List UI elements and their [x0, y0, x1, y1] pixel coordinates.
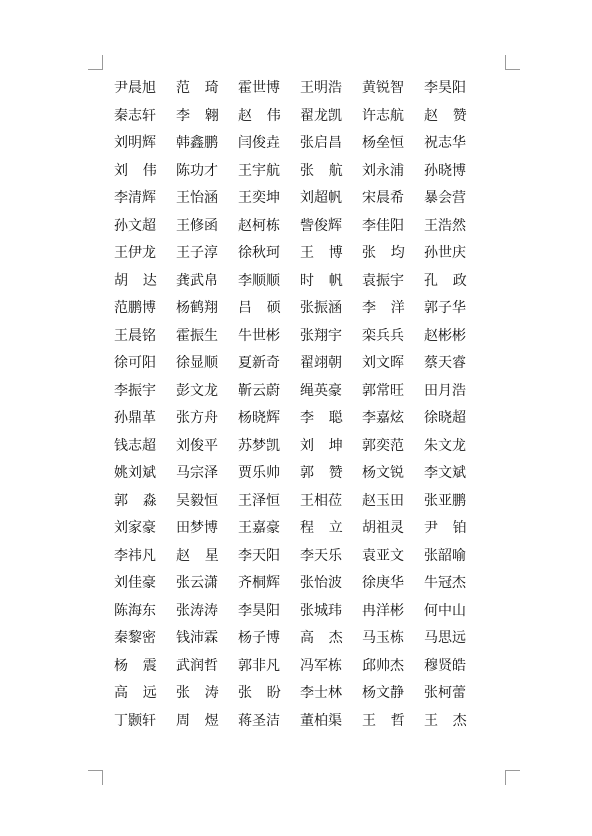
name-cell: 秦志轩: [114, 107, 156, 124]
name-cell: 郭非凡: [238, 657, 280, 674]
name-cell: 张柯蕾: [424, 685, 466, 701]
name-cell: 时帆: [300, 272, 358, 289]
name-cell: 程立: [300, 520, 358, 536]
name-cell: 张亚鹏: [424, 492, 466, 509]
name-cell: 张韶喻: [424, 547, 466, 564]
name-cell: 杨子博: [238, 630, 280, 646]
crop-mark-top-left: [88, 55, 103, 70]
name-cell: 牛冠杰: [424, 575, 466, 591]
name-cell: 范鹏博: [114, 300, 156, 316]
name-cell: 赵彬彬: [424, 327, 466, 344]
name-cell: 李振宇: [114, 382, 156, 399]
name-cell: 徐晓超: [424, 410, 466, 426]
name-cell: 田月浩: [424, 382, 466, 399]
name-cell: 赵玉田: [362, 492, 404, 509]
name-cell: 赵星: [176, 547, 234, 564]
name-cell: 李天阳: [238, 547, 280, 564]
name-cell: 尹铂: [424, 520, 482, 536]
name-cell: 张云潇: [176, 575, 218, 591]
name-cell: 杨文静: [362, 685, 404, 701]
name-cell: 蔡天睿: [424, 355, 466, 371]
name-cell: 夏新奇: [238, 355, 280, 371]
name-cell: 孙世庆: [424, 245, 466, 261]
name-cell: 贾乐帅: [238, 465, 280, 481]
name-cell: 张航: [300, 162, 358, 179]
name-cell: 高杰: [300, 630, 358, 646]
name-cell: 靳云蔚: [238, 382, 280, 399]
name-cell: 丁颢轩: [114, 712, 156, 729]
name-cell: 刘佳豪: [114, 575, 156, 591]
name-cell: 冉洋彬: [362, 602, 404, 619]
name-cell: 霍振生: [176, 327, 218, 344]
name-cell: 李翱: [176, 107, 234, 124]
name-cell: 吴毅恒: [176, 492, 218, 509]
name-cell: 王哲: [362, 712, 420, 729]
name-cell: 韩鑫鹏: [176, 135, 218, 151]
name-cell: 张怡波: [300, 575, 342, 591]
name-cell: 张振涵: [300, 300, 342, 316]
name-cell: 杨文锐: [362, 465, 404, 481]
name-list-grid: [114, 75, 484, 735]
name-cell: 王伊龙: [114, 245, 156, 261]
name-cell: 郭赞: [300, 465, 358, 481]
name-cell: 李昊阳: [238, 602, 280, 619]
name-cell: 张城玮: [300, 602, 342, 619]
name-cell: 孔政: [424, 272, 482, 289]
name-cell: 翟龙凯: [300, 107, 342, 124]
crop-mark-bottom-right: [505, 770, 520, 785]
name-cell: 杨垒恒: [362, 135, 404, 151]
name-cell: 王子淳: [176, 245, 218, 261]
name-cell: 訾俊辉: [300, 217, 342, 234]
name-cell: 彭文龙: [176, 382, 218, 399]
name-cell: 张均: [362, 245, 420, 261]
name-cell: 马宗泽: [176, 465, 218, 481]
name-cell: 钱志超: [114, 437, 156, 454]
name-cell: 王博: [300, 245, 358, 261]
name-cell: 翟翊朝: [300, 355, 342, 371]
name-cell: 刘伟: [114, 162, 172, 179]
name-cell: 袁亚文: [362, 547, 404, 564]
name-cell: 徐可阳: [114, 355, 156, 371]
name-cell: 刘永浦: [362, 162, 404, 179]
name-cell: 刘坤: [300, 437, 358, 454]
name-cell: 宋晨希: [362, 190, 404, 206]
name-cell: 刘文晖: [362, 355, 404, 371]
name-cell: 李昊阳: [424, 80, 466, 96]
name-cell: 栾兵兵: [362, 327, 404, 344]
name-cell: 刘明辉: [114, 135, 156, 151]
name-cell: 李聪: [300, 410, 358, 426]
name-cell: 李顺顺: [238, 272, 280, 289]
name-cell: 张涛: [176, 685, 234, 701]
name-cell: 王泽恒: [238, 492, 280, 509]
name-cell: 王明浩: [300, 80, 342, 96]
name-cell: 张盼: [238, 685, 296, 701]
name-cell: 杨晓辉: [238, 410, 280, 426]
name-cell: 张方舟: [176, 410, 218, 426]
name-cell: 王浩然: [424, 217, 466, 234]
name-cell: 苏梦凯: [238, 437, 280, 454]
name-cell: 杨震: [114, 657, 172, 674]
name-cell: 王修函: [176, 217, 218, 234]
name-cell: 刘俊平: [176, 437, 218, 454]
name-cell: 尹晨旭: [114, 80, 156, 96]
name-cell: 赵伟: [238, 107, 296, 124]
name-cell: 郭常旺: [362, 382, 404, 399]
name-cell: 董柏渠: [300, 712, 342, 729]
name-cell: 刘超帆: [300, 190, 342, 206]
name-cell: 何中山: [424, 602, 466, 619]
name-cell: 刘家豪: [114, 520, 156, 536]
name-cell: 王杰: [424, 712, 482, 729]
name-cell: 暴会营: [424, 190, 466, 206]
name-cell: 赵柯栋: [238, 217, 280, 234]
name-cell: 齐桐辉: [238, 575, 280, 591]
name-cell: 王怡涵: [176, 190, 218, 206]
name-cell: 霍世博: [238, 80, 280, 96]
name-cell: 李嘉炫: [362, 410, 404, 426]
name-cell: 陈功才: [176, 162, 218, 179]
name-cell: 田梦博: [176, 520, 218, 536]
name-cell: 王奕坤: [238, 190, 280, 206]
name-cell: 徐显顺: [176, 355, 218, 371]
name-cell: 范琦: [176, 80, 234, 96]
name-cell: 张启昌: [300, 135, 342, 151]
name-cell: 王宇航: [238, 162, 280, 179]
name-cell: 胡达: [114, 272, 172, 289]
name-cell: 胡祖灵: [362, 520, 404, 536]
name-cell: 张翔宇: [300, 327, 342, 344]
name-cell: 杨鹤翔: [176, 300, 218, 316]
name-cell: 袁振宇: [362, 272, 404, 289]
name-cell: 绳英豪: [300, 382, 342, 399]
name-cell: 李天乐: [300, 547, 342, 564]
name-cell: 秦黎密: [114, 630, 156, 646]
name-cell: 许志航: [362, 107, 404, 124]
name-cell: 黄锐智: [362, 80, 404, 96]
name-cell: 郭子华: [424, 300, 466, 316]
name-cell: 陈海东: [114, 602, 156, 619]
name-cell: 祝志华: [424, 135, 466, 151]
name-cell: 周煜: [176, 712, 234, 729]
name-cell: 李佳阳: [362, 217, 404, 234]
name-cell: 邱帅杰: [362, 657, 404, 674]
name-cell: 郭奕范: [362, 437, 404, 454]
name-cell: 王嘉豪: [238, 520, 280, 536]
name-cell: 李祎凡: [114, 547, 156, 564]
name-cell: 李文斌: [424, 465, 466, 481]
name-cell: 孙文超: [114, 217, 156, 234]
name-cell: 李洋: [362, 300, 420, 316]
name-cell: 王晨铭: [114, 327, 156, 344]
name-cell: 武润哲: [176, 657, 218, 674]
name-cell: 马玉栋: [362, 630, 404, 646]
name-cell: 闫俊垚: [238, 135, 280, 151]
name-cell: 朱文龙: [424, 437, 466, 454]
name-cell: 吕硕: [238, 300, 296, 316]
crop-mark-top-right: [505, 55, 520, 70]
name-cell: 马思远: [424, 630, 466, 646]
name-cell: 李清辉: [114, 190, 156, 206]
name-cell: 李士林: [300, 685, 342, 701]
name-cell: 冯军栋: [300, 657, 342, 674]
name-cell: 孙鼎革: [114, 410, 156, 426]
name-cell: 张涛涛: [176, 602, 218, 619]
name-cell: 高远: [114, 685, 172, 701]
name-cell: 穆贤皓: [424, 657, 466, 674]
name-cell: 蒋圣洁: [238, 712, 280, 729]
name-cell: 徐秋珂: [238, 245, 280, 261]
name-cell: 龚武帛: [176, 272, 218, 289]
crop-mark-bottom-left: [88, 770, 103, 785]
name-cell: 徐庚华: [362, 575, 404, 591]
name-cell: 姚刘斌: [114, 465, 156, 481]
name-cell: 钱沛霖: [176, 630, 218, 646]
name-cell: 王相莅: [300, 492, 342, 509]
name-cell: 郭淼: [114, 492, 172, 509]
name-cell: 牛世彬: [238, 327, 280, 344]
name-cell: 赵赞: [424, 107, 482, 124]
name-cell: 孙晓博: [424, 162, 466, 179]
